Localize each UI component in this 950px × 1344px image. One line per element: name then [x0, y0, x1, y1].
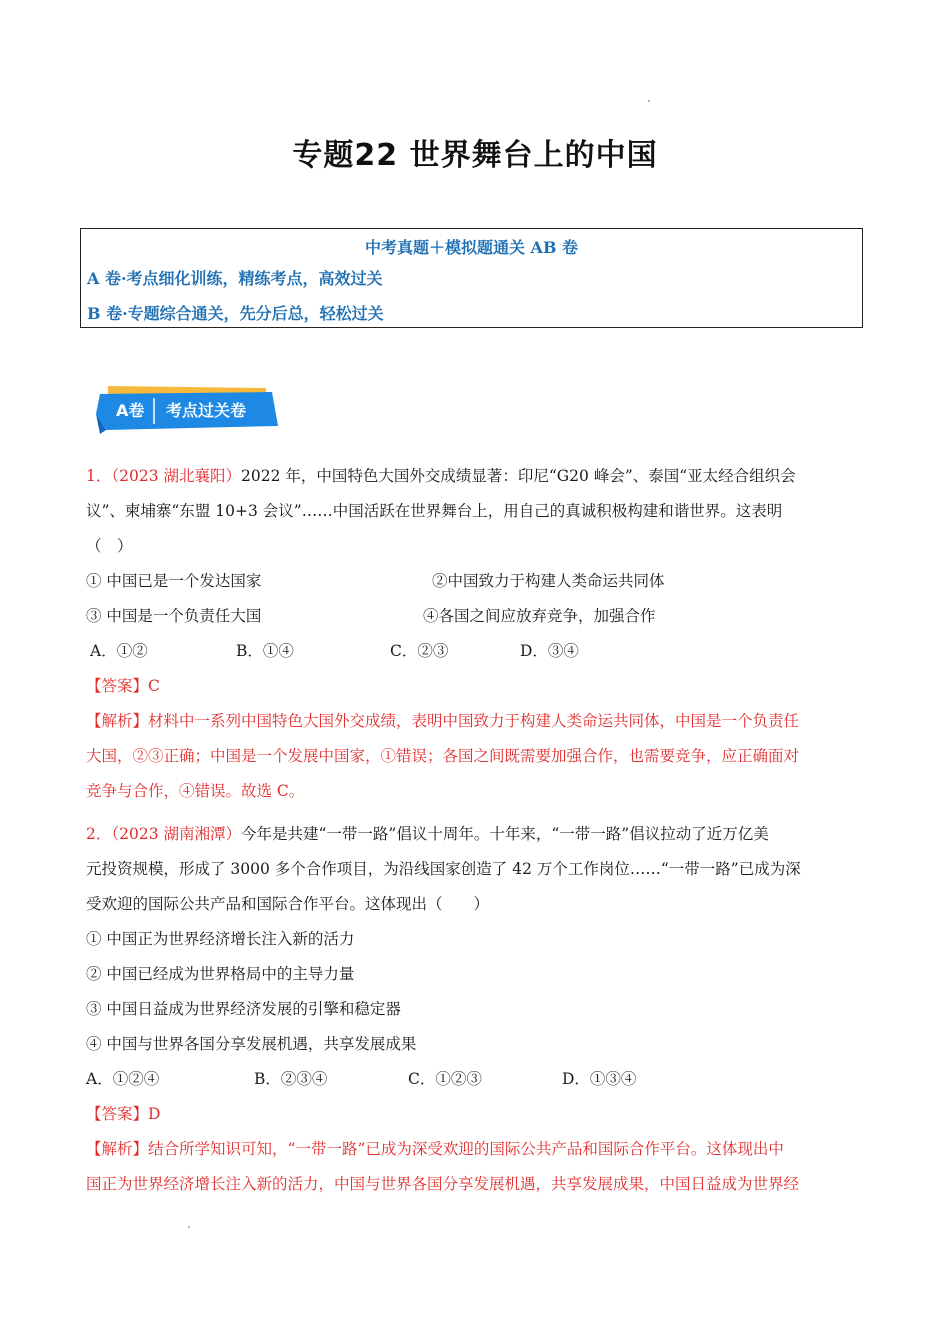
question-stem-line	[86, 459, 866, 494]
banner-label: 考点过关卷	[166, 401, 247, 420]
options-row	[86, 634, 866, 669]
stem-line-2: 议”、柬埔寨“东盟 10+3 会议”……中国活跃在世界舞台上，用自己的真诚积极构建和谐世界。这表明	[86, 502, 783, 520]
analysis-tag: 【解析】	[86, 712, 149, 730]
stem-text: 今年是共建“一带一路”倡议十周年。十年来，“一带一路”倡议拉动了近万亿美	[241, 825, 769, 843]
stem-line-3: 受欢迎的国际公共产品和国际合作平台。这体现出（ ）	[86, 895, 490, 913]
answer-value: D	[148, 1105, 161, 1123]
answer-line	[86, 1097, 866, 1132]
items-row-2	[86, 599, 866, 634]
question-number: 1．	[86, 467, 112, 485]
statement-2: ② 中国已经成为世界格局中的主导力量	[86, 965, 355, 983]
option-d: D．①③④	[562, 1070, 637, 1088]
page-title: 专题22 世界舞台上的中国	[292, 138, 658, 173]
section-banner	[96, 384, 278, 434]
answer-line	[86, 669, 866, 704]
stem-text: 2022 年，中国特色大国外交成绩显著：印尼“G20 峰会”、泰国“亚太经合组织会	[241, 467, 796, 485]
banner-volume: A卷	[116, 401, 145, 420]
intro-heading: 中考真题＋模拟题通关 AB 卷	[364, 238, 579, 257]
answer-tag: 【答案】	[86, 1105, 149, 1123]
analysis-line-3: 竞争与合作，④错误。故选 C。	[86, 782, 305, 800]
statement-4: ④ 中国与世界各国分享发展机遇，共享发展成果	[86, 1035, 417, 1053]
option-d: D．③④	[520, 642, 579, 660]
option-a: A．①②	[90, 642, 148, 660]
analysis-line-1	[86, 1132, 866, 1167]
analysis-text: 结合所学知识可知，“一带一路”已成为深受欢迎的国际公共产品和国际合作平台。这体现出中	[148, 1140, 784, 1158]
question-source: （2023 湖北襄阳）	[111, 467, 241, 485]
option-b: B．①④	[236, 642, 294, 660]
analysis-tag: 【解析】	[86, 1140, 149, 1158]
intro-box	[80, 228, 863, 328]
statement-1: ① 中国正为世界经济增长注入新的活力	[86, 930, 355, 948]
option-b: B．②③④	[254, 1070, 328, 1088]
question-number: 2．	[86, 825, 112, 843]
stem-line-3: （ ）	[86, 537, 133, 555]
statement-1: ① 中国已是一个发达国家	[86, 572, 262, 590]
option-a: A．①②④	[86, 1070, 160, 1088]
question-1	[86, 459, 866, 809]
option-c: C．②③	[390, 642, 449, 660]
analysis-line-1	[86, 704, 866, 739]
question-source: （2023 湖南湘潭）	[111, 825, 241, 843]
question-stem-line	[86, 817, 866, 852]
analysis-text: 材料中一系列中国特色大国外交成绩，表明中国致力于构建人类命运共同体，中国是一个负责任	[148, 712, 800, 730]
question-2	[86, 817, 866, 1202]
intro-line-a: A 卷·考点细化训练，精练考点，高效过关	[87, 269, 383, 288]
option-c: C．①②③	[408, 1070, 482, 1088]
statement-4: ④各国之间应放弃竞争，加强合作	[423, 607, 656, 625]
items-row-1	[86, 564, 866, 599]
statement-2: ②中国致力于构建人类命运共同体	[432, 572, 665, 590]
intro-line-b: B 卷·专题综合通关，先分后总，轻松过关	[87, 304, 384, 323]
answer-tag: 【答案】	[86, 677, 149, 695]
stem-line-2: 元投资规模，形成了 3000 多个合作项目，为沿线国家创造了 42 万个工作岗位……“一带一路”已成为深	[86, 860, 801, 878]
statement-3: ③ 中国是一个负责任大国	[86, 607, 262, 625]
analysis-line-2: 大国，②③正确；中国是一个发展中国家，①错误；各国之间既需要加强合作，也需要竞争，应正确面对	[86, 747, 800, 765]
analysis-line-2: 国正为世界经济增长注入新的活力，中国与世界各国分享发展机遇，共享发展成果，中国日益成为世界经	[86, 1175, 800, 1193]
options-row	[86, 1062, 866, 1097]
speck-mark	[188, 1226, 190, 1228]
statement-3: ③ 中国日益成为世界经济发展的引擎和稳定器	[86, 1000, 401, 1018]
speck-mark	[648, 100, 650, 102]
answer-value: C	[148, 677, 160, 695]
